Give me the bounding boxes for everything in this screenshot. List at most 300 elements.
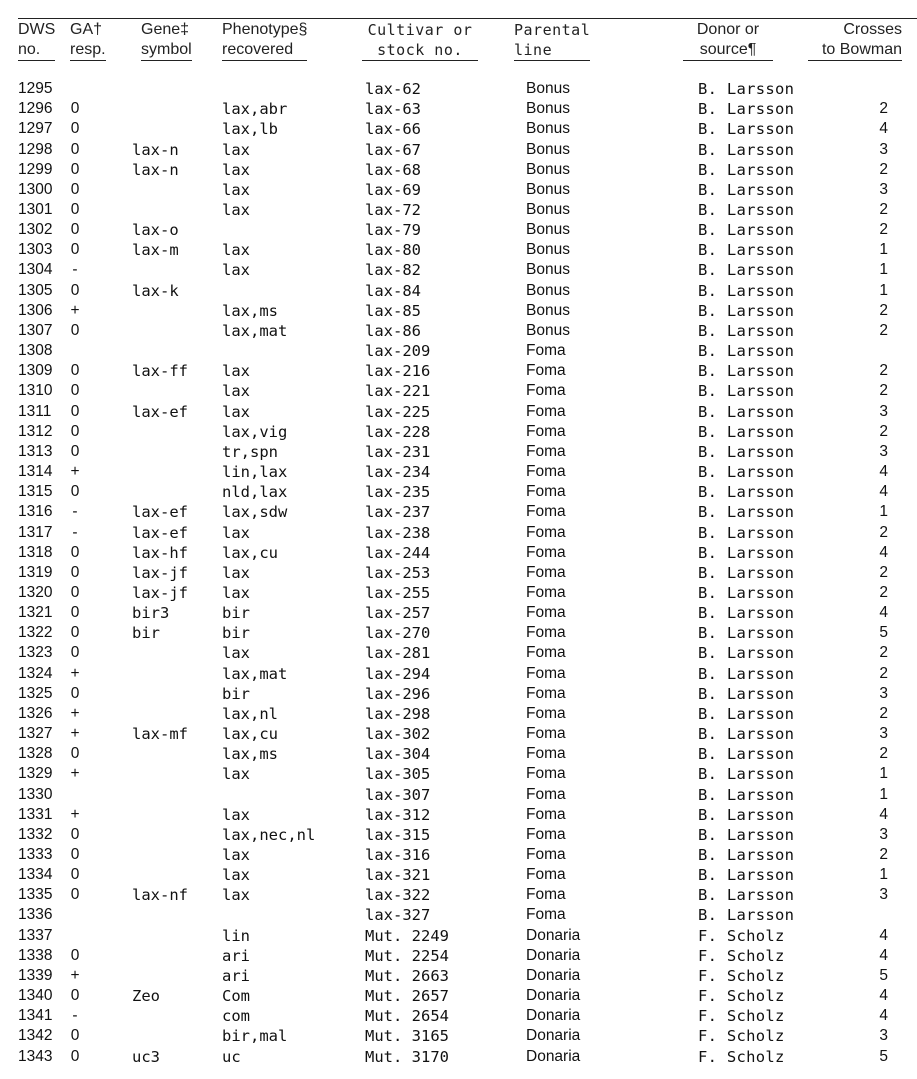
phenotype-cell: lax,abr — [222, 100, 288, 119]
parental-line-cell: Foma — [526, 402, 566, 420]
gene-symbol-cell — [132, 664, 222, 684]
cultivar-stock-cell: lax-228 — [365, 422, 431, 441]
ga-response-cell — [68, 825, 132, 845]
table-row — [18, 966, 888, 986]
phenotype-cell: lax — [222, 382, 250, 401]
dws-number-cell: 1342 — [18, 1027, 53, 1045]
phenotype-cell: lax — [222, 160, 250, 179]
donor-source-cell: F. Scholz — [698, 926, 785, 945]
phenotype-cell: lax — [222, 805, 250, 824]
donor-source-cell: B. Larsson — [698, 382, 795, 401]
gene-symbol-cell — [132, 180, 222, 200]
header-ga-resp — [70, 20, 106, 61]
stock-table-body — [18, 79, 888, 1067]
phenotype-cell: lax,nl — [222, 704, 278, 723]
gene-symbol-cell — [132, 643, 222, 663]
ga-response-cell — [68, 99, 132, 119]
crosses-count-cell — [848, 341, 888, 361]
dws-number-cell: 1331 — [18, 805, 53, 823]
phenotype-cell: lax,ms — [222, 745, 278, 764]
header-crosses-to-bowman — [808, 20, 902, 61]
cultivar-stock-cell: lax-244 — [365, 543, 431, 562]
crosses-count-cell: 5 — [879, 1047, 888, 1065]
phenotype-cell: lax — [222, 644, 250, 663]
phenotype-cell: lax,cu — [222, 725, 278, 744]
cultivar-stock-cell: lax-66 — [365, 120, 421, 139]
table-row — [18, 724, 888, 744]
cultivar-stock-cell: Mut. 3170 — [365, 1047, 449, 1066]
phenotype-cell: lax — [222, 886, 250, 905]
phenotype-cell: lax,ms — [222, 301, 278, 320]
ga-response-value: 0 — [70, 160, 80, 178]
ga-response-value: - — [72, 261, 78, 279]
donor-source-cell: F. Scholz — [698, 1007, 785, 1026]
parental-line-cell: Foma — [526, 644, 566, 662]
gene-symbol-cell: lax-m — [132, 241, 179, 260]
table-row — [18, 845, 888, 865]
gene-symbol-cell — [132, 825, 222, 845]
crosses-count-cell: 3 — [879, 725, 888, 743]
table-row — [18, 643, 888, 663]
dws-number-cell: 1341 — [18, 1007, 53, 1025]
ga-response-value: 0 — [70, 1027, 80, 1045]
crosses-count-cell: 2 — [879, 563, 888, 581]
parental-line-cell: Foma — [526, 463, 566, 481]
parental-line-cell: Foma — [526, 825, 566, 843]
gene-symbol-cell — [132, 684, 222, 704]
phenotype-cell: bir,mal — [222, 1027, 288, 1046]
donor-source-cell: B. Larsson — [698, 745, 795, 764]
cultivar-stock-cell: lax-257 — [365, 604, 431, 623]
ga-response-cell — [68, 805, 132, 825]
dws-number-cell: 1329 — [18, 765, 53, 783]
gene-symbol-cell — [132, 482, 222, 502]
crosses-count-cell: 4 — [879, 120, 888, 138]
parental-line-cell: Foma — [526, 342, 566, 360]
ga-response-cell — [68, 79, 132, 99]
dws-number-cell: 1306 — [18, 301, 53, 319]
donor-source-cell: B. Larsson — [698, 342, 795, 361]
donor-source-cell: F. Scholz — [698, 987, 785, 1006]
crosses-count-cell: 2 — [879, 160, 888, 178]
dws-number-cell: 1319 — [18, 563, 53, 581]
ga-response-value: 0 — [70, 745, 80, 763]
ga-response-value: + — [70, 463, 80, 481]
phenotype-cell: lax,mat — [222, 664, 288, 683]
cultivar-stock-cell: lax-322 — [365, 886, 431, 905]
phenotype-cell: lin,lax — [222, 463, 288, 482]
phenotype-cell: lax,nec,nl — [222, 825, 316, 844]
header-dws-no — [18, 20, 55, 61]
phenotype-cell: tr,spn — [222, 442, 278, 461]
ga-response-cell — [68, 1006, 132, 1026]
phenotype-cell — [222, 220, 365, 240]
crosses-count-cell: 3 — [879, 1027, 888, 1045]
parental-line-cell: Foma — [526, 442, 566, 460]
ga-response-cell — [68, 603, 132, 623]
crosses-count-cell: 3 — [879, 180, 888, 198]
ga-response-cell — [68, 1026, 132, 1046]
phenotype-cell: lax,lb — [222, 120, 278, 139]
table-row — [18, 260, 888, 280]
dws-number-cell: 1317 — [18, 523, 53, 541]
ga-response-value: 0 — [70, 644, 80, 662]
ga-response-value: 0 — [70, 483, 80, 501]
crosses-count-cell: 5 — [879, 624, 888, 642]
parental-line-cell: Bonus — [526, 301, 570, 319]
table-row — [18, 1026, 888, 1046]
crosses-count-cell: 2 — [879, 362, 888, 380]
gene-symbol-cell: lax-n — [132, 140, 179, 159]
dws-number-cell: 1320 — [18, 583, 53, 601]
parental-line-cell: Foma — [526, 503, 566, 521]
parental-line-cell: Bonus — [526, 120, 570, 138]
donor-source-cell: B. Larsson — [698, 140, 795, 159]
header-line-2: to Bowman — [808, 40, 902, 61]
donor-source-cell: B. Larsson — [698, 261, 795, 280]
crosses-count-cell: 2 — [879, 422, 888, 440]
parental-line-cell: Foma — [526, 583, 566, 601]
gene-symbol-cell — [132, 200, 222, 220]
gene-symbol-cell: bir3 — [132, 604, 170, 623]
donor-source-cell: B. Larsson — [698, 805, 795, 824]
phenotype-cell: Com — [222, 987, 250, 1006]
gene-symbol-cell: lax-ff — [132, 362, 188, 381]
cultivar-stock-cell: lax-294 — [365, 664, 431, 683]
crosses-count-cell: 4 — [879, 805, 888, 823]
gene-symbol-cell — [132, 321, 222, 341]
phenotype-cell: lax — [222, 261, 250, 280]
ga-response-cell — [68, 905, 132, 925]
phenotype-cell: com — [222, 1007, 250, 1026]
ga-response-value: 0 — [70, 866, 80, 884]
ga-response-value: 0 — [70, 321, 80, 339]
crosses-count-cell: 3 — [879, 825, 888, 843]
phenotype-cell: lax — [222, 846, 250, 865]
cultivar-stock-cell: lax-305 — [365, 765, 431, 784]
table-row — [18, 784, 888, 804]
cultivar-stock-cell: lax-86 — [365, 321, 421, 340]
phenotype-cell: ari — [222, 946, 250, 965]
gene-symbol-cell: lax-nf — [132, 886, 188, 905]
ga-response-value: 0 — [70, 563, 80, 581]
parental-line-cell: Donaria — [526, 926, 581, 944]
table-row — [18, 543, 888, 563]
ga-response-cell — [68, 200, 132, 220]
dws-number-cell: 1336 — [18, 906, 53, 924]
ga-response-cell — [68, 623, 132, 643]
cultivar-stock-cell: lax-67 — [365, 140, 421, 159]
ga-response-cell — [68, 865, 132, 885]
header-line-2: no. — [18, 40, 55, 61]
table-row — [18, 99, 888, 119]
gene-symbol-cell — [132, 784, 222, 804]
gene-symbol-cell: lax-hf — [132, 543, 188, 562]
donor-source-cell: B. Larsson — [698, 180, 795, 199]
dws-number-cell: 1311 — [18, 402, 52, 420]
parental-line-cell: Bonus — [526, 180, 570, 198]
phenotype-cell: lax — [222, 180, 250, 199]
dws-number-cell: 1332 — [18, 825, 53, 843]
gene-symbol-cell: lax-ef — [132, 503, 188, 522]
phenotype-cell: lax — [222, 523, 250, 542]
cultivar-stock-cell: lax-63 — [365, 100, 421, 119]
ga-response-cell — [68, 764, 132, 784]
crosses-count-cell: 3 — [879, 402, 888, 420]
donor-source-cell: B. Larsson — [698, 644, 795, 663]
cultivar-stock-cell: lax-69 — [365, 180, 421, 199]
dws-number-cell: 1330 — [18, 785, 53, 803]
ga-response-cell — [68, 442, 132, 462]
table-row — [18, 946, 888, 966]
table-row — [18, 986, 888, 1006]
phenotype-cell: ari — [222, 966, 250, 985]
phenotype-cell: lax — [222, 402, 250, 421]
phenotype-cell: lax,vig — [222, 422, 288, 441]
dws-number-cell: 1321 — [18, 604, 53, 622]
ga-response-cell — [68, 482, 132, 502]
ga-response-value: 0 — [70, 100, 80, 118]
phenotype-cell — [222, 79, 365, 99]
phenotype-cell: lax — [222, 765, 250, 784]
donor-source-cell: F. Scholz — [698, 1027, 785, 1046]
donor-source-cell: B. Larsson — [698, 201, 795, 220]
cultivar-stock-cell: lax-216 — [365, 362, 431, 381]
parental-line-cell: Foma — [526, 765, 566, 783]
crosses-count-cell: 4 — [879, 946, 888, 964]
table-row — [18, 583, 888, 603]
header-line-2: line — [514, 40, 590, 61]
gene-symbol-cell — [132, 442, 222, 462]
parental-line-cell: Donaria — [526, 1007, 581, 1025]
crosses-count-cell: 2 — [879, 745, 888, 763]
donor-source-cell: B. Larsson — [698, 442, 795, 461]
ga-response-value: 0 — [70, 604, 80, 622]
donor-source-cell: B. Larsson — [698, 281, 795, 300]
cultivar-stock-cell: lax-281 — [365, 644, 431, 663]
ga-response-value: 0 — [70, 180, 80, 198]
gene-symbol-cell — [132, 1006, 222, 1026]
dws-number-cell: 1309 — [18, 362, 53, 380]
crosses-count-cell: 4 — [879, 1007, 888, 1025]
phenotype-cell: bir — [222, 684, 250, 703]
header-line-1: Phenotype§ — [222, 21, 308, 38]
donor-source-cell: B. Larsson — [698, 463, 795, 482]
parental-line-cell: Donaria — [526, 1027, 581, 1045]
dws-number-cell: 1333 — [18, 846, 53, 864]
dws-number-cell: 1301 — [18, 201, 53, 219]
ga-response-cell — [68, 885, 132, 905]
dws-number-cell: 1303 — [18, 241, 53, 259]
ga-response-cell — [68, 321, 132, 341]
ga-response-value: 0 — [70, 684, 80, 702]
parental-line-cell: Donaria — [526, 987, 581, 1005]
crosses-count-cell: 2 — [879, 704, 888, 722]
donor-source-cell: B. Larsson — [698, 906, 795, 925]
ga-response-cell — [68, 462, 132, 482]
gene-symbol-cell — [132, 462, 222, 482]
ga-response-value: - — [72, 1007, 78, 1025]
dws-number-cell: 1334 — [18, 866, 53, 884]
table-row — [18, 301, 888, 321]
crosses-count-cell: 1 — [879, 866, 888, 884]
phenotype-cell: lax — [222, 583, 250, 602]
cultivar-stock-cell: lax-84 — [365, 281, 421, 300]
ga-response-cell — [68, 643, 132, 663]
dws-number-cell: 1295 — [18, 80, 53, 98]
dws-number-cell: 1323 — [18, 644, 53, 662]
gene-symbol-cell — [132, 926, 222, 946]
ga-response-cell — [68, 422, 132, 442]
table-row — [18, 200, 888, 220]
table-row — [18, 805, 888, 825]
parental-line-cell: Bonus — [526, 221, 570, 239]
cultivar-stock-cell: lax-231 — [365, 442, 431, 461]
gene-symbol-cell: lax-o — [132, 221, 179, 240]
cultivar-stock-cell: lax-225 — [365, 402, 431, 421]
ga-response-cell — [68, 260, 132, 280]
crosses-count-cell: 1 — [879, 765, 888, 783]
phenotype-cell: lax — [222, 201, 250, 220]
donor-source-cell: B. Larsson — [698, 503, 795, 522]
ga-response-value: 0 — [70, 241, 80, 259]
crosses-count-cell: 2 — [879, 301, 888, 319]
gene-symbol-cell — [132, 905, 222, 925]
donor-source-cell: F. Scholz — [698, 966, 785, 985]
donor-source-cell: B. Larsson — [698, 846, 795, 865]
table-row — [18, 764, 888, 784]
table-row — [18, 1047, 888, 1067]
ga-response-value: 0 — [70, 281, 80, 299]
ga-response-value: 0 — [70, 120, 80, 138]
ga-response-cell — [68, 502, 132, 522]
crosses-count-cell — [848, 79, 888, 99]
cultivar-stock-cell: lax-304 — [365, 745, 431, 764]
gene-symbol-cell — [132, 744, 222, 764]
ga-response-cell — [68, 381, 132, 401]
phenotype-cell: lax,mat — [222, 321, 288, 340]
gene-symbol-cell: bir — [132, 624, 160, 643]
parental-line-cell: Foma — [526, 785, 566, 803]
table-row — [18, 119, 888, 139]
gene-symbol-cell — [132, 966, 222, 986]
ga-response-value: + — [70, 725, 80, 743]
dws-number-cell: 1307 — [18, 321, 53, 339]
dws-number-cell: 1308 — [18, 342, 53, 360]
crosses-count-cell: 1 — [879, 785, 888, 803]
ga-response-cell — [68, 522, 132, 542]
cultivar-stock-cell: lax-80 — [365, 241, 421, 260]
ga-response-value: 0 — [70, 422, 80, 440]
dws-number-cell: 1300 — [18, 180, 53, 198]
crosses-count-cell: 4 — [879, 987, 888, 1005]
gene-symbol-cell — [132, 1026, 222, 1046]
parental-line-cell: Bonus — [526, 281, 570, 299]
ga-response-cell — [68, 240, 132, 260]
gene-symbol-cell — [132, 341, 222, 361]
ga-response-cell — [68, 119, 132, 139]
cultivar-stock-cell: lax-253 — [365, 563, 431, 582]
gene-symbol-cell: lax-mf — [132, 725, 188, 744]
gene-symbol-cell: lax-jf — [132, 583, 188, 602]
parental-line-cell: Donaria — [526, 1047, 581, 1065]
parental-line-cell: Bonus — [526, 321, 570, 339]
ga-response-cell — [68, 684, 132, 704]
parental-line-cell: Foma — [526, 362, 566, 380]
table-row — [18, 381, 888, 401]
crosses-count-cell: 4 — [879, 926, 888, 944]
donor-source-cell: B. Larsson — [698, 523, 795, 542]
cultivar-stock-cell: lax-270 — [365, 624, 431, 643]
gene-symbol-cell: lax-n — [132, 160, 179, 179]
dws-number-cell: 1312 — [18, 422, 53, 440]
ga-response-cell — [68, 281, 132, 301]
cultivar-stock-cell: lax-296 — [365, 684, 431, 703]
gene-symbol-cell: lax-ef — [132, 402, 188, 421]
table-row — [18, 281, 888, 301]
crosses-count-cell: 2 — [879, 100, 888, 118]
crosses-count-cell: 1 — [879, 281, 888, 299]
crosses-count-cell: 2 — [879, 221, 888, 239]
crosses-count-cell: 1 — [879, 503, 888, 521]
parental-line-cell: Foma — [526, 624, 566, 642]
ga-response-cell — [68, 946, 132, 966]
gene-symbol-cell — [132, 845, 222, 865]
cultivar-stock-cell: lax-234 — [365, 463, 431, 482]
gene-symbol-cell: Zeo — [132, 987, 160, 1006]
parental-line-cell: Foma — [526, 422, 566, 440]
gene-symbol-cell: lax-ef — [132, 523, 188, 542]
parental-line-cell: Foma — [526, 866, 566, 884]
cultivar-stock-cell: Mut. 2663 — [365, 966, 449, 985]
parental-line-cell: Bonus — [526, 100, 570, 118]
cultivar-stock-cell: lax-321 — [365, 866, 431, 885]
ga-response-value: 0 — [70, 1047, 80, 1065]
dws-number-cell: 1339 — [18, 966, 53, 984]
table-row — [18, 442, 888, 462]
crosses-count-cell: 2 — [879, 201, 888, 219]
dws-number-cell: 1327 — [18, 725, 53, 743]
table-row — [18, 341, 888, 361]
ga-response-cell — [68, 784, 132, 804]
gene-symbol-cell — [132, 301, 222, 321]
donor-source-cell: B. Larsson — [698, 301, 795, 320]
dws-number-cell: 1304 — [18, 261, 53, 279]
gene-symbol-cell: uc3 — [132, 1047, 160, 1066]
cultivar-stock-cell: lax-237 — [365, 503, 431, 522]
dws-number-cell: 1338 — [18, 946, 53, 964]
donor-source-cell: B. Larsson — [698, 362, 795, 381]
dws-number-cell: 1324 — [18, 664, 53, 682]
donor-source-cell: B. Larsson — [698, 604, 795, 623]
table-row — [18, 79, 888, 99]
dws-number-cell: 1313 — [18, 442, 53, 460]
parental-line-cell: Foma — [526, 805, 566, 823]
phenotype-cell: lax — [222, 563, 250, 582]
ga-response-value: - — [72, 523, 78, 541]
crosses-count-cell: 1 — [879, 261, 888, 279]
phenotype-cell: lin — [222, 926, 250, 945]
donor-source-cell: B. Larsson — [698, 160, 795, 179]
table-row — [18, 744, 888, 764]
parental-line-cell: Foma — [526, 745, 566, 763]
crosses-count-cell: 1 — [879, 241, 888, 259]
dws-number-cell: 1328 — [18, 745, 53, 763]
donor-source-cell: B. Larsson — [698, 886, 795, 905]
phenotype-cell — [222, 784, 365, 804]
dws-number-cell: 1296 — [18, 100, 53, 118]
ga-response-value: + — [70, 805, 80, 823]
